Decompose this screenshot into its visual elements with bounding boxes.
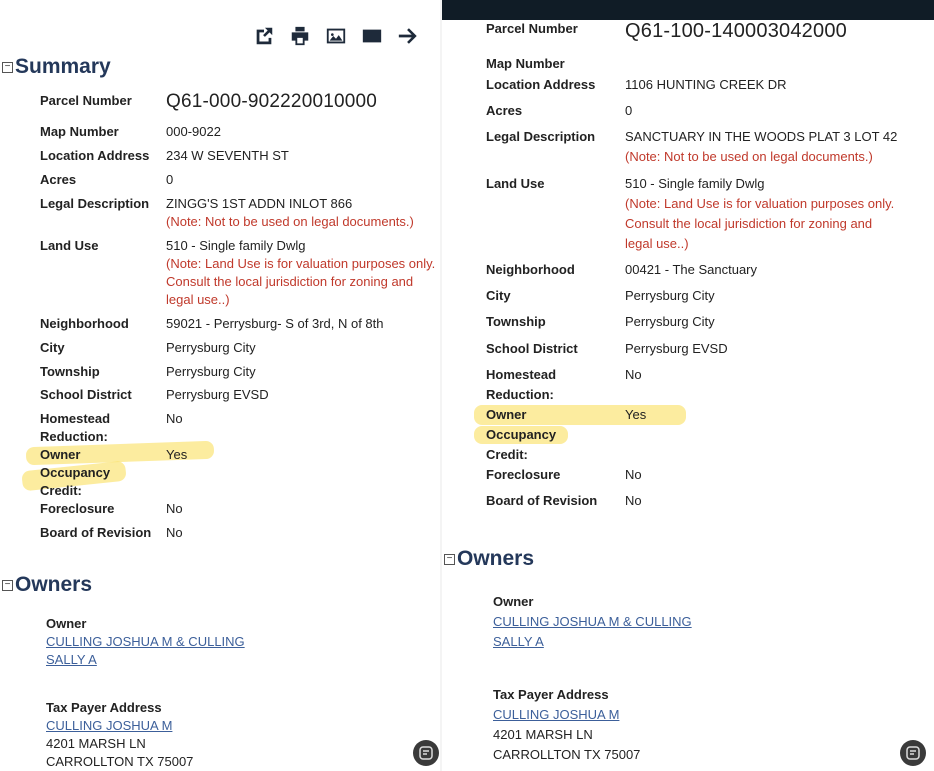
homestead-label: Homestead	[40, 411, 111, 426]
board-of-revision-value: No	[625, 493, 642, 508]
acres-label: Acres	[486, 103, 523, 118]
school-district-value: Perrysburg EVSD	[166, 387, 269, 402]
legal-description-note: (Note: Not to be used on legal documents.)	[625, 149, 873, 164]
neighborhood-label: Neighborhood	[486, 262, 575, 277]
parcel-number-value: Q61-100-140003042000	[625, 20, 847, 42]
owners-section-header[interactable]	[444, 547, 534, 571]
left-screenshot-panel	[0, 0, 440, 771]
legal-description-note: (Note: Not to be used on legal documents.)	[166, 214, 414, 229]
location-address-label: Location Address	[40, 148, 150, 163]
homestead-label: Homestead	[486, 367, 557, 382]
homestead-value: No	[625, 367, 642, 382]
chat-button[interactable]	[900, 740, 926, 766]
share-button[interactable]	[252, 24, 276, 48]
school-district-label: School District	[486, 341, 578, 356]
owner-occupancy-label: Credit:	[40, 483, 82, 498]
taxpayer-name-link[interactable]: CULLING JOSHUA M	[493, 707, 620, 722]
right-screenshot-panel	[442, 0, 934, 771]
homestead-value: No	[166, 411, 183, 426]
board-of-revision-label: Board of Revision	[40, 525, 152, 540]
summary-title: Summary	[15, 55, 111, 78]
parcel-number-label: Parcel Number	[486, 21, 578, 36]
land-use-label: Land Use	[486, 176, 545, 191]
acres-value: 0	[625, 103, 633, 118]
next-button[interactable]	[396, 24, 420, 48]
legal-description-label: Legal Description	[40, 196, 150, 211]
owner-occupancy-value: Yes	[166, 447, 188, 462]
taxpayer-city: CARROLLTON TX 75007	[493, 747, 641, 762]
arrow-right-icon	[397, 25, 419, 47]
school-district-value: Perrysburg EVSD	[625, 341, 728, 356]
city-value: Perrysburg City	[625, 288, 715, 303]
collapse-toggle-icon[interactable]: −	[2, 580, 13, 591]
image-icon	[325, 25, 347, 47]
owners-title: Owners	[457, 547, 535, 570]
township-label: Township	[40, 364, 100, 379]
owners-title: Owners	[15, 573, 93, 596]
acres-value: 0	[166, 172, 174, 187]
image-button[interactable]	[324, 24, 348, 48]
board-of-revision-label: Board of Revision	[486, 493, 598, 508]
location-address-value: 234 W SEVENTH ST	[166, 148, 289, 163]
land-use-note-line: legal use..)	[166, 292, 230, 307]
share-icon	[253, 25, 275, 47]
land-use-note-line: (Note: Land Use is for valuation purposes only.	[166, 256, 436, 271]
owner-occupancy-value: Yes	[625, 407, 647, 422]
foreclosure-label: Foreclosure	[486, 467, 561, 482]
taxpayer-address-label: Tax Payer Address	[493, 687, 609, 702]
mail-icon	[361, 25, 383, 47]
land-use-note-line: legal use..)	[625, 236, 689, 251]
land-use-value: 510 - Single family Dwlg	[166, 238, 306, 253]
location-address-value: 1106 HUNTING CREEK DR	[625, 77, 787, 92]
taxpayer-city: CARROLLTON TX 75007	[46, 754, 194, 769]
chat-button[interactable]	[413, 740, 439, 766]
legal-description-value: ZINGG'S 1ST ADDN INLOT 866	[166, 196, 353, 211]
owner-name-link[interactable]: SALLY A	[493, 634, 544, 649]
taxpayer-name-link[interactable]: CULLING JOSHUA M	[46, 718, 173, 733]
neighborhood-value: 59021 - Perrysburg- S of 3rd, N of 8th	[166, 316, 384, 331]
township-value: Perrysburg City	[625, 314, 715, 329]
collapse-toggle-icon[interactable]: −	[2, 62, 13, 73]
township-label: Township	[486, 314, 546, 329]
owner-name-link[interactable]: SALLY A	[46, 652, 97, 667]
map-number-label: Map Number	[486, 56, 565, 71]
school-district-label: School District	[40, 387, 132, 402]
owner-occupancy-label: Credit:	[486, 447, 528, 462]
foreclosure-label: Foreclosure	[40, 501, 115, 516]
parcel-number-value: Q61-000-902220010000	[166, 91, 378, 112]
owner-occupancy-label: Occupancy	[486, 427, 557, 442]
owner-label: Owner	[493, 594, 534, 609]
chat-icon	[418, 745, 434, 761]
map-number-value: 000-9022	[166, 124, 221, 139]
land-use-label: Land Use	[40, 238, 99, 253]
city-label: City	[40, 340, 65, 355]
collapse-toggle-icon[interactable]: −	[444, 554, 455, 565]
owner-name-link[interactable]: CULLING JOSHUA M & CULLING	[493, 614, 692, 629]
map-number-label: Map Number	[40, 124, 119, 139]
land-use-note-line: Consult the local jurisdiction for zoning and	[625, 216, 873, 231]
taxpayer-street: 4201 MARSH LN	[493, 727, 593, 742]
homestead-label: Reduction:	[486, 387, 554, 402]
homestead-label: Reduction:	[40, 429, 108, 444]
summary-section-header[interactable]	[2, 55, 111, 79]
owner-occupancy-label: Owner	[40, 447, 81, 462]
owner-occupancy-label: Occupancy	[40, 465, 111, 480]
taxpayer-address-label: Tax Payer Address	[46, 700, 162, 715]
taxpayer-street: 4201 MARSH LN	[46, 736, 146, 751]
mail-button[interactable]	[360, 24, 384, 48]
foreclosure-value: No	[166, 501, 183, 516]
owners-section-header[interactable]	[2, 573, 92, 597]
land-use-note-line: Consult the local jurisdiction for zoning and	[166, 274, 414, 289]
parcel-number-label: Parcel Number	[40, 93, 132, 108]
owner-label: Owner	[46, 616, 87, 631]
city-label: City	[486, 288, 511, 303]
top-status-bar	[442, 0, 934, 20]
acres-label: Acres	[40, 172, 77, 187]
owner-occupancy-label: Owner	[486, 407, 527, 422]
board-of-revision-value: No	[166, 525, 183, 540]
township-value: Perrysburg City	[166, 364, 256, 379]
legal-description-value: SANCTUARY IN THE WOODS PLAT 3 LOT 42	[625, 129, 898, 144]
chat-icon	[905, 745, 921, 761]
toolbar	[252, 24, 420, 48]
city-value: Perrysburg City	[166, 340, 256, 355]
neighborhood-value: 00421 - The Sanctuary	[625, 262, 758, 277]
legal-description-label: Legal Description	[486, 129, 596, 144]
land-use-value: 510 - Single family Dwlg	[625, 176, 765, 191]
owner-name-link[interactable]: CULLING JOSHUA M & CULLING	[46, 634, 245, 649]
print-button[interactable]	[288, 24, 312, 48]
land-use-note-line: (Note: Land Use is for valuation purposes only.	[625, 196, 895, 211]
neighborhood-label: Neighborhood	[40, 316, 129, 331]
foreclosure-value: No	[625, 467, 642, 482]
print-icon	[289, 25, 311, 47]
location-address-label: Location Address	[486, 77, 596, 92]
